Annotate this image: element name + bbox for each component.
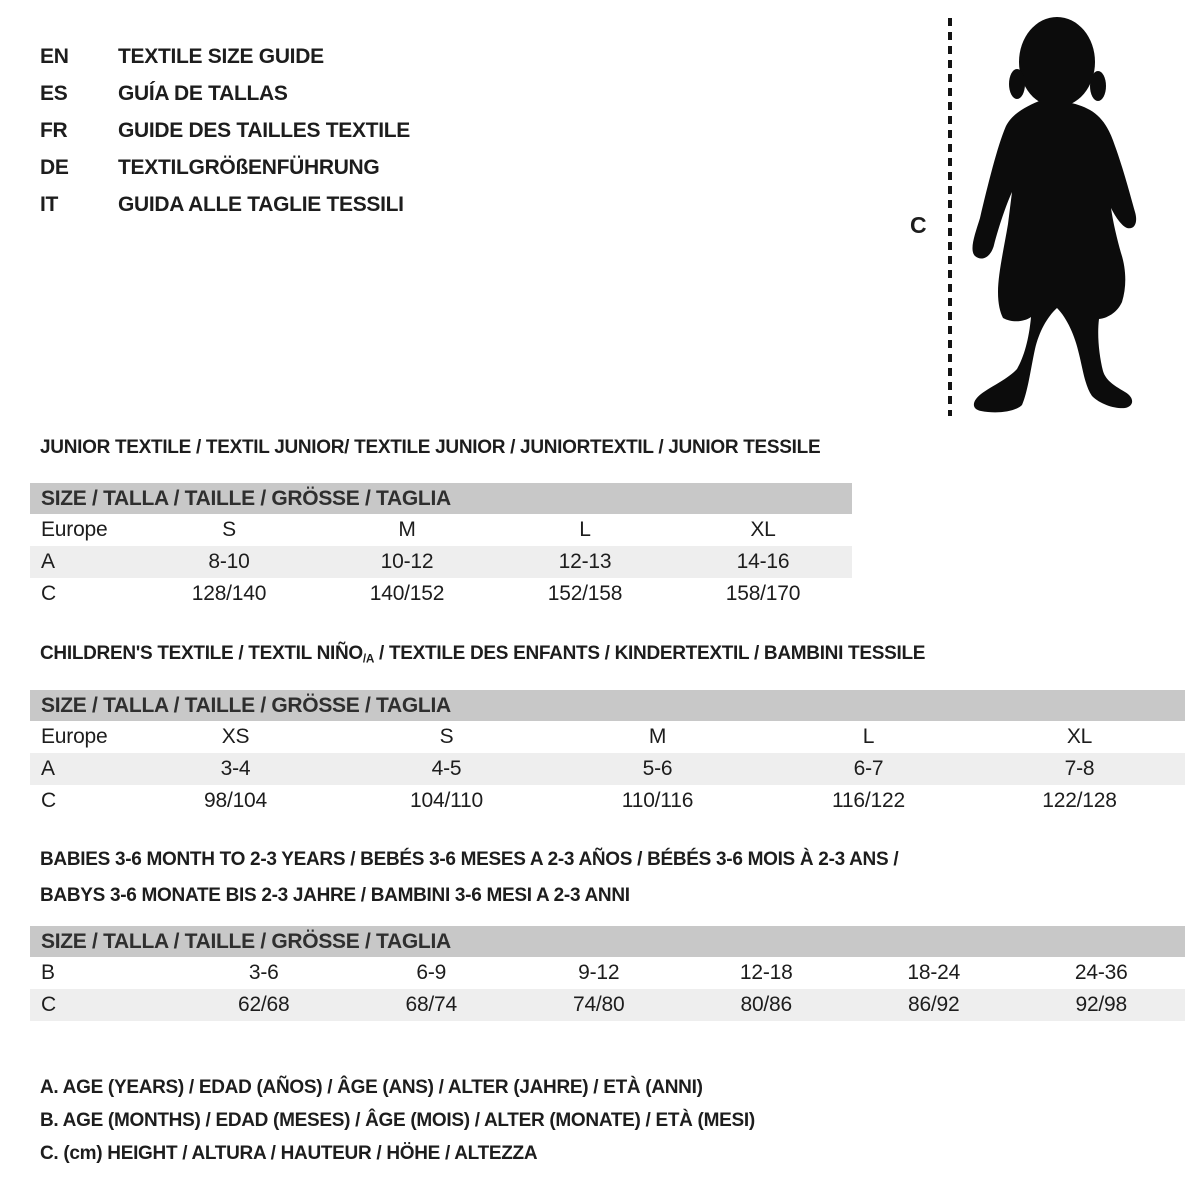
title-part: / TEXTILE DES ENFANTS / KINDERTEXTIL / BAMBINI TESSILE <box>374 643 926 664</box>
row-label: A <box>41 757 55 780</box>
height-cell: 140/152 <box>369 582 445 605</box>
size-cell: S <box>439 725 454 748</box>
babies-size-table <box>30 926 1185 1021</box>
height-cell: 116/122 <box>832 789 905 812</box>
language-title: GUIDE DES TAILLES TEXTILE <box>118 118 410 142</box>
height-cell: 104/110 <box>410 789 483 812</box>
legend-height-cm: C. (cm) HEIGHT / ALTURA / HAUTEUR / HÖHE / ALTEZZA <box>40 1142 538 1164</box>
height-cell: 158/170 <box>725 582 801 605</box>
language-row-en <box>40 38 410 75</box>
size-cell: L <box>579 518 591 541</box>
row-label: C <box>41 789 56 812</box>
size-table-header: SIZE / TALLA / TAILLE / GRÖSSE / TAGLIA <box>30 483 852 514</box>
months-cell: 9-12 <box>578 961 620 984</box>
months-cell: 18-24 <box>907 961 961 984</box>
language-row-it <box>40 186 410 223</box>
height-cell: 92/98 <box>1075 993 1128 1016</box>
height-cell: 68/74 <box>405 993 458 1016</box>
size-table-header: SIZE / TALLA / TAILLE / GRÖSSE / TAGLIA <box>30 690 1185 721</box>
size-cell: XS <box>221 725 250 748</box>
age-cell: 7-8 <box>1064 757 1095 780</box>
row-label: B <box>41 961 55 984</box>
toddler-silhouette-icon <box>956 12 1151 417</box>
language-code: FR <box>40 118 68 142</box>
table-row-age <box>30 753 1185 785</box>
language-title: TEXTILE SIZE GUIDE <box>118 44 324 68</box>
height-cell: 152/158 <box>547 582 623 605</box>
language-row-es <box>40 75 410 112</box>
babies-section-title-line1: BABIES 3-6 MONTH TO 2-3 YEARS / BEBÉS 3-6 MESES A 2-3 AÑOS / BÉBÉS 3-6 MOIS À 2-3 ANS / <box>40 849 899 870</box>
title-part: CHILDREN'S TEXTILE / TEXTIL NIÑO <box>40 643 363 664</box>
row-label: A <box>41 550 55 573</box>
height-cell: 122/128 <box>1042 789 1117 812</box>
age-cell: 6-7 <box>853 757 884 780</box>
height-cell: 62/68 <box>237 993 290 1016</box>
height-cell: 80/86 <box>740 993 793 1016</box>
row-label: Europe <box>41 518 108 541</box>
height-cell: 86/92 <box>907 993 960 1016</box>
legend-age-years: A. AGE (YEARS) / EDAD (AÑOS) / ÂGE (ANS) / ALTER (JAHRE) / ETÀ (ANNI) <box>40 1076 703 1098</box>
size-cell: M <box>398 518 416 541</box>
row-label: Europe <box>41 725 108 748</box>
legend <box>40 1071 755 1170</box>
size-cell: S <box>222 518 236 541</box>
height-cell: 128/140 <box>191 582 267 605</box>
months-cell: 6-9 <box>416 961 447 984</box>
age-cell: 5-6 <box>642 757 673 780</box>
table-row-height <box>30 989 1185 1021</box>
language-code: DE <box>40 155 69 179</box>
age-cell: 3-4 <box>220 757 251 780</box>
language-title: TEXTILGRÖßENFÜHRUNG <box>118 155 380 179</box>
height-cell: 110/116 <box>621 789 694 812</box>
age-cell: 10-12 <box>380 550 434 573</box>
row-label: C <box>41 582 56 605</box>
height-measure-line <box>948 18 952 416</box>
babies-section-title-line2: BABYS 3-6 MONATE BIS 2-3 JAHRE / BAMBINI 3-6 MESI A 2-3 ANNI <box>40 885 630 906</box>
language-title: GUIDA ALLE TAGLIE TESSILI <box>118 192 404 216</box>
table-row-age <box>30 546 852 578</box>
language-code: ES <box>40 81 68 105</box>
size-cell: M <box>648 725 667 748</box>
months-cell: 24-36 <box>1074 961 1128 984</box>
age-cell: 4-5 <box>431 757 462 780</box>
size-table-header: SIZE / TALLA / TAILLE / GRÖSSE / TAGLIA <box>30 926 1185 957</box>
size-cell: XL <box>1066 725 1093 748</box>
language-row-fr <box>40 112 410 149</box>
size-cell: L <box>862 725 875 748</box>
table-row-europe <box>30 514 852 546</box>
row-label: C <box>41 993 56 1016</box>
age-cell: 12-13 <box>558 550 612 573</box>
language-code: IT <box>40 192 59 216</box>
language-row-de <box>40 149 410 186</box>
language-code: EN <box>40 44 69 68</box>
children-section-title <box>40 643 925 665</box>
title-sub-part: /A <box>362 652 375 666</box>
height-cell: 98/104 <box>203 789 268 812</box>
junior-section-title: JUNIOR TEXTILE / TEXTIL JUNIOR/ TEXTILE JUNIOR / JUNIORTEXTIL / JUNIOR TESSILE <box>40 437 821 458</box>
months-cell: 12-18 <box>739 961 793 984</box>
table-row-months <box>30 957 1185 989</box>
height-cell: 74/80 <box>572 993 625 1016</box>
children-size-table <box>30 690 1185 817</box>
height-measure-label: C <box>910 212 927 238</box>
language-title: GUÍA DE TALLAS <box>118 81 288 105</box>
months-cell: 3-6 <box>248 961 279 984</box>
language-list <box>40 38 410 223</box>
age-cell: 14-16 <box>736 550 790 573</box>
junior-size-table <box>30 483 852 610</box>
table-row-height <box>30 578 852 610</box>
legend-age-months: B. AGE (MONTHS) / EDAD (MESES) / ÂGE (MOIS) / ALTER (MONATE) / ETÀ (MESI) <box>40 1109 755 1131</box>
table-row-europe <box>30 721 1185 753</box>
size-cell: XL <box>750 518 776 541</box>
table-row-height <box>30 785 1185 817</box>
age-cell: 8-10 <box>208 550 250 573</box>
